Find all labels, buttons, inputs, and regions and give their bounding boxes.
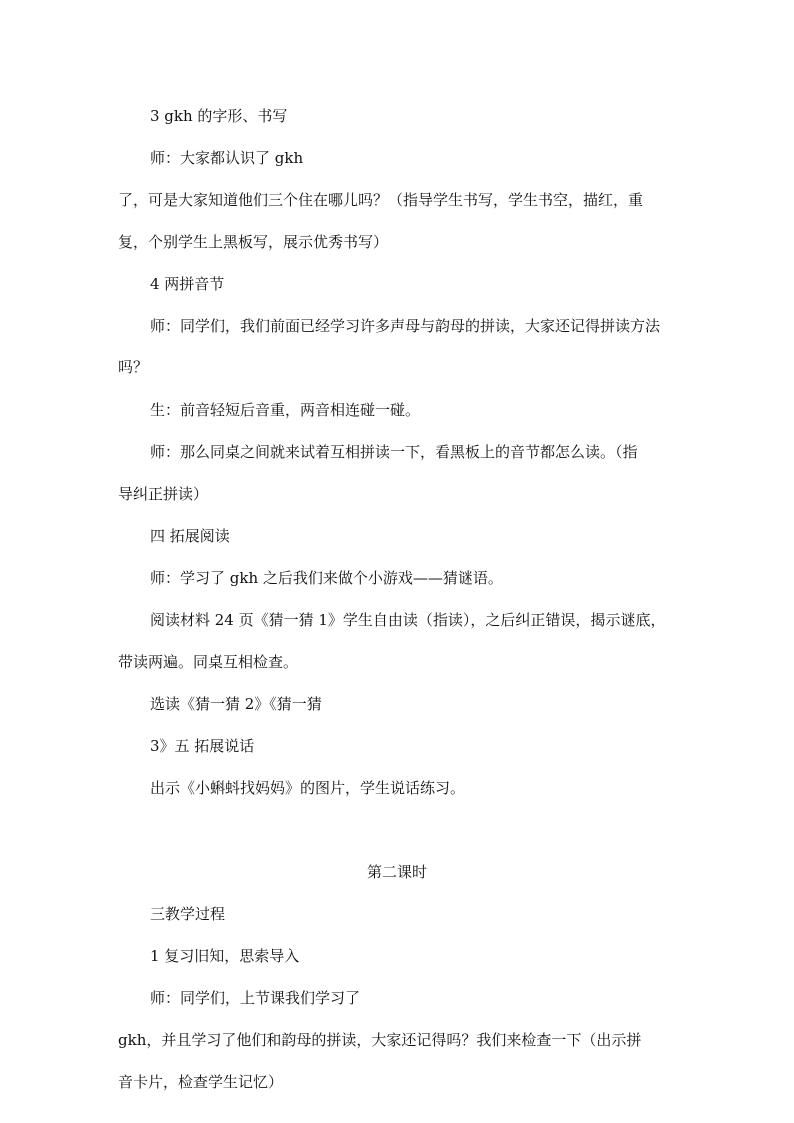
paragraph-line: 复，个别学生上黑板写，展示优秀书写） xyxy=(118,233,389,251)
paragraph-line: 出示《小蝌蚪找妈妈》的图片，学生说话练习。 xyxy=(150,779,466,797)
section-heading-3: 3 gkh 的字形、书写 xyxy=(150,107,288,125)
section-heading-review: 1 复习旧知，思索导入 xyxy=(150,947,300,965)
paragraph-line: 师：学习了 gkh 之后我们来做个小游戏——猜谜语。 xyxy=(150,569,503,587)
paragraph-line: 师：同学们，上节课我们学习了 xyxy=(150,989,361,1007)
lesson-title: 第二课时 xyxy=(366,863,427,881)
section-heading-4: 4 两拼音节 xyxy=(150,275,225,293)
paragraph-line: gkh，并且学习了他们和韵母的拼读，大家还记得吗？我们来检查一下（出示拼 xyxy=(118,1031,642,1049)
paragraph-line: 导纠正拼读） xyxy=(118,485,209,503)
paragraph-line: 师：大家都认识了 gkh xyxy=(150,149,304,167)
section-heading-teaching-process: 三教学过程 xyxy=(150,905,226,923)
paragraph-line: 师：那么同桌之间就来试着互相拼读一下，看黑板上的音节都怎么读。（指 xyxy=(150,443,638,461)
paragraph-line: 生：前音轻短后音重，两音相连碰一碰。 xyxy=(150,401,421,419)
paragraph-line: 了，可是大家知道他们三个住在哪儿吗？（指导学生书写，学生书空，描红，重 xyxy=(118,191,644,209)
paragraph-line: 吗？ xyxy=(118,358,149,376)
paragraph-line: 带读两遍。同桌互相检查。 xyxy=(118,653,299,671)
paragraph-line: 音卡片，检查学生记忆） xyxy=(118,1073,284,1091)
paragraph-line: 选读《猜一猜 2》《猜一猜 xyxy=(150,695,322,713)
section-heading-extended-reading: 四 拓展阅读 xyxy=(150,527,230,545)
paragraph-line: 阅读材料 24 页《猜一猜 1》学生自由读（指读），之后纠正错误，揭示谜底， xyxy=(150,611,666,629)
paragraph-line: 3》五 拓展说话 xyxy=(150,737,255,755)
paragraph-line: 师：同学们，我们前面已经学习许多声母与韵母的拼读，大家还记得拼读方法 xyxy=(150,317,661,335)
